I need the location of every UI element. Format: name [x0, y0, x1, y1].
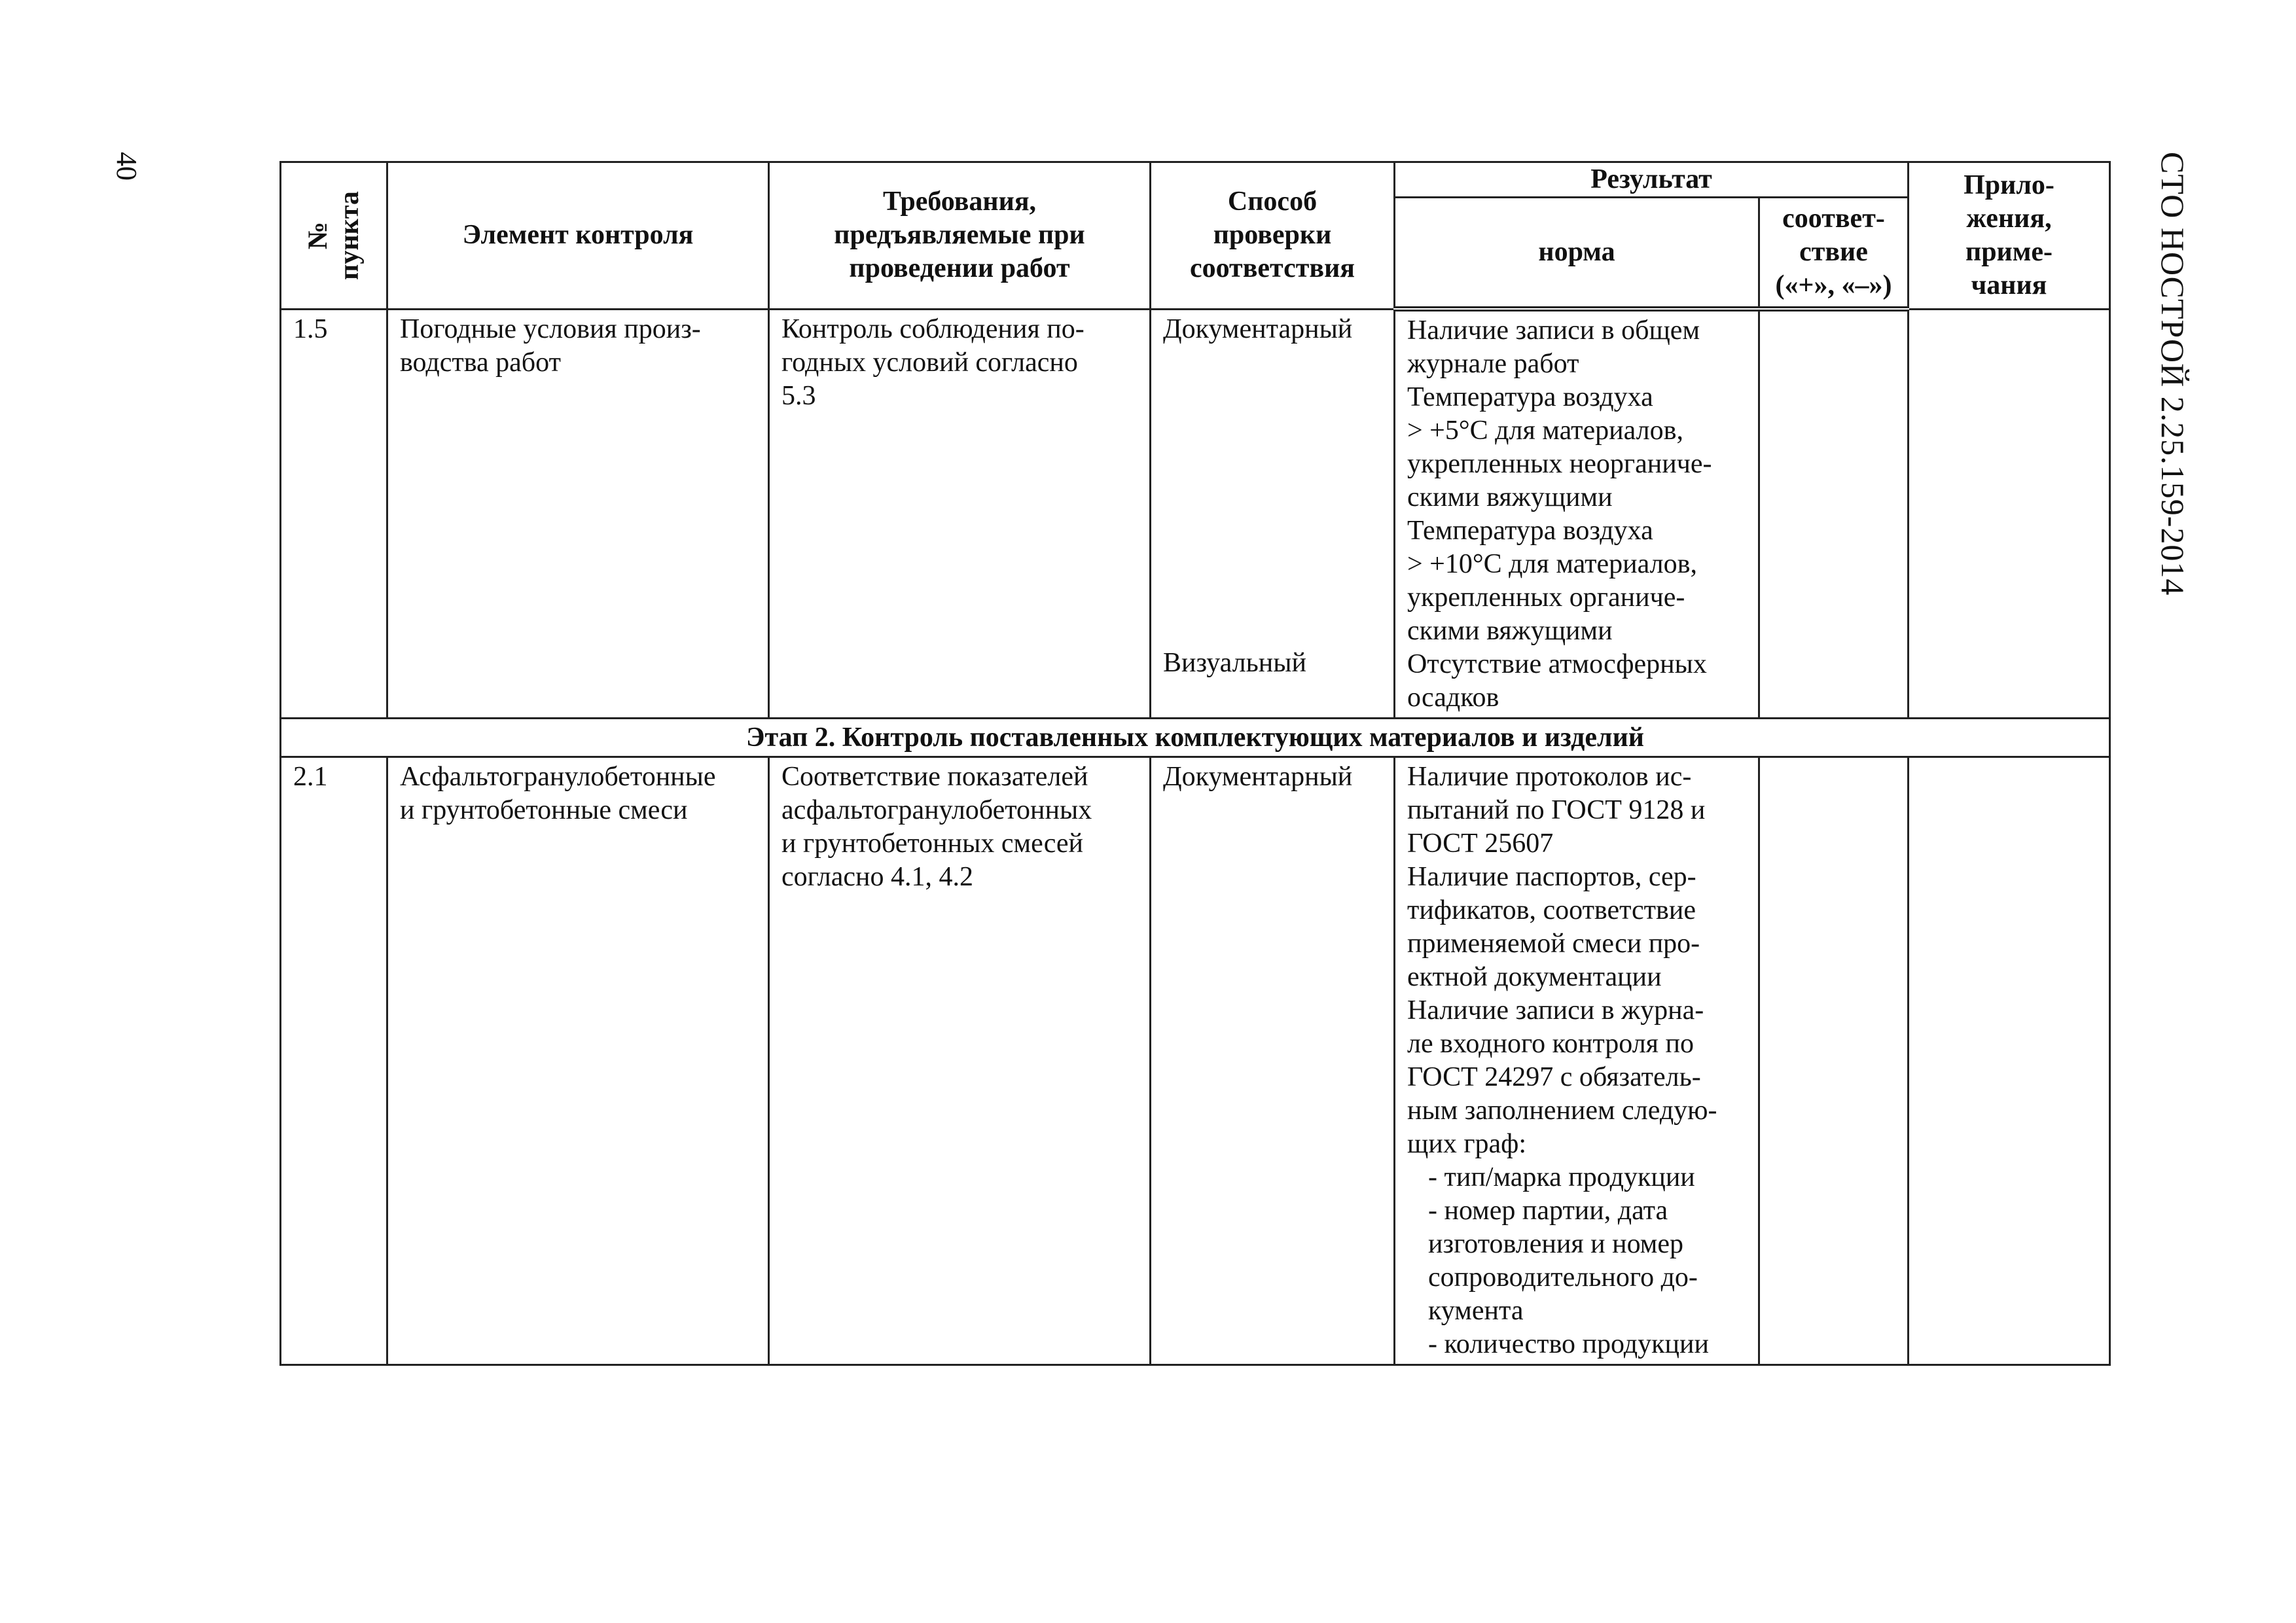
row-requirements: Соответствие показателей асфальтогранулобетонных и грунтобетонных смесей согласно 4.1, 4.2 — [769, 757, 1151, 1365]
control-table — [279, 161, 2111, 1366]
norm-journal-fields-list: - тип/марка продукции - номер партии, дата изготовления и номер сопроводительного до- кумента - количество продукции — [1428, 1162, 1709, 1359]
row-method: Документарный — [1151, 757, 1395, 1365]
header-item-no: № пункта — [281, 162, 387, 310]
header-method: Способ проверки соответствия — [1151, 162, 1395, 310]
header-compliance: соответ- ствие («+», «–») — [1759, 198, 1909, 310]
method-visual: Визуальный — [1163, 647, 1306, 678]
row-requirements: Контроль соблюдения по- годных условий согласно 5.3 — [769, 309, 1151, 719]
page-number: 40 — [111, 152, 143, 181]
row-compliance — [1759, 757, 1909, 1365]
row-element: Асфальтогранулобетонные и грунтобетонные смеси — [387, 757, 769, 1365]
norm-weather-record: Наличие записи в общем журнале работ Температура воздуха > +5°С для материалов, укрепленных неорганиче- скими вяжущими Температура воздуха > +10°С для материалов, укрепленных органиче- скими вяжущими — [1407, 315, 1712, 646]
row-method — [1151, 309, 1395, 719]
header-requirements: Требования, предъявляемые при проведении работ — [769, 162, 1151, 310]
row-number: 2.1 — [281, 757, 387, 1365]
table-row — [281, 757, 2110, 1365]
header-notes: Прило- жения, приме- чания — [1909, 162, 2110, 310]
header-element: Элемент контроля — [387, 162, 769, 310]
row-element: Погодные условия произ- водства работ — [387, 309, 769, 719]
header-norm: норма — [1395, 198, 1759, 310]
stage-2-title: Этап 2. Контроль поставленных комплектующих материалов и изделий — [281, 719, 2110, 757]
row-notes — [1909, 757, 2110, 1365]
row-number: 1.5 — [281, 309, 387, 719]
standard-code: СТО НОСТРОЙ 2.25.159-2014 — [2155, 152, 2191, 596]
method-spacer — [1163, 346, 1382, 647]
row-norm — [1395, 309, 1759, 719]
row-norm — [1395, 757, 1759, 1365]
row-notes — [1909, 309, 2110, 719]
row-compliance — [1759, 309, 1909, 719]
stage-header-row — [281, 719, 2110, 757]
method-documentary: Документарный — [1163, 313, 1353, 344]
header-result: Результат — [1395, 162, 1909, 198]
norm-documents: Наличие протоколов ис- пытаний по ГОСТ 9128 и ГОСТ 25607 Наличие паспортов, сер- тификатов, соответствие применяемой смеси про- ектной документации Наличие записи в журна- ле входного контроля по ГОСТ 24297 с обязатель- ным заполнением следую- щих граф: — [1407, 762, 1717, 1159]
norm-no-precipitation: Отсутствие атмосферных осадков — [1407, 649, 1707, 713]
table-row — [281, 309, 2110, 719]
